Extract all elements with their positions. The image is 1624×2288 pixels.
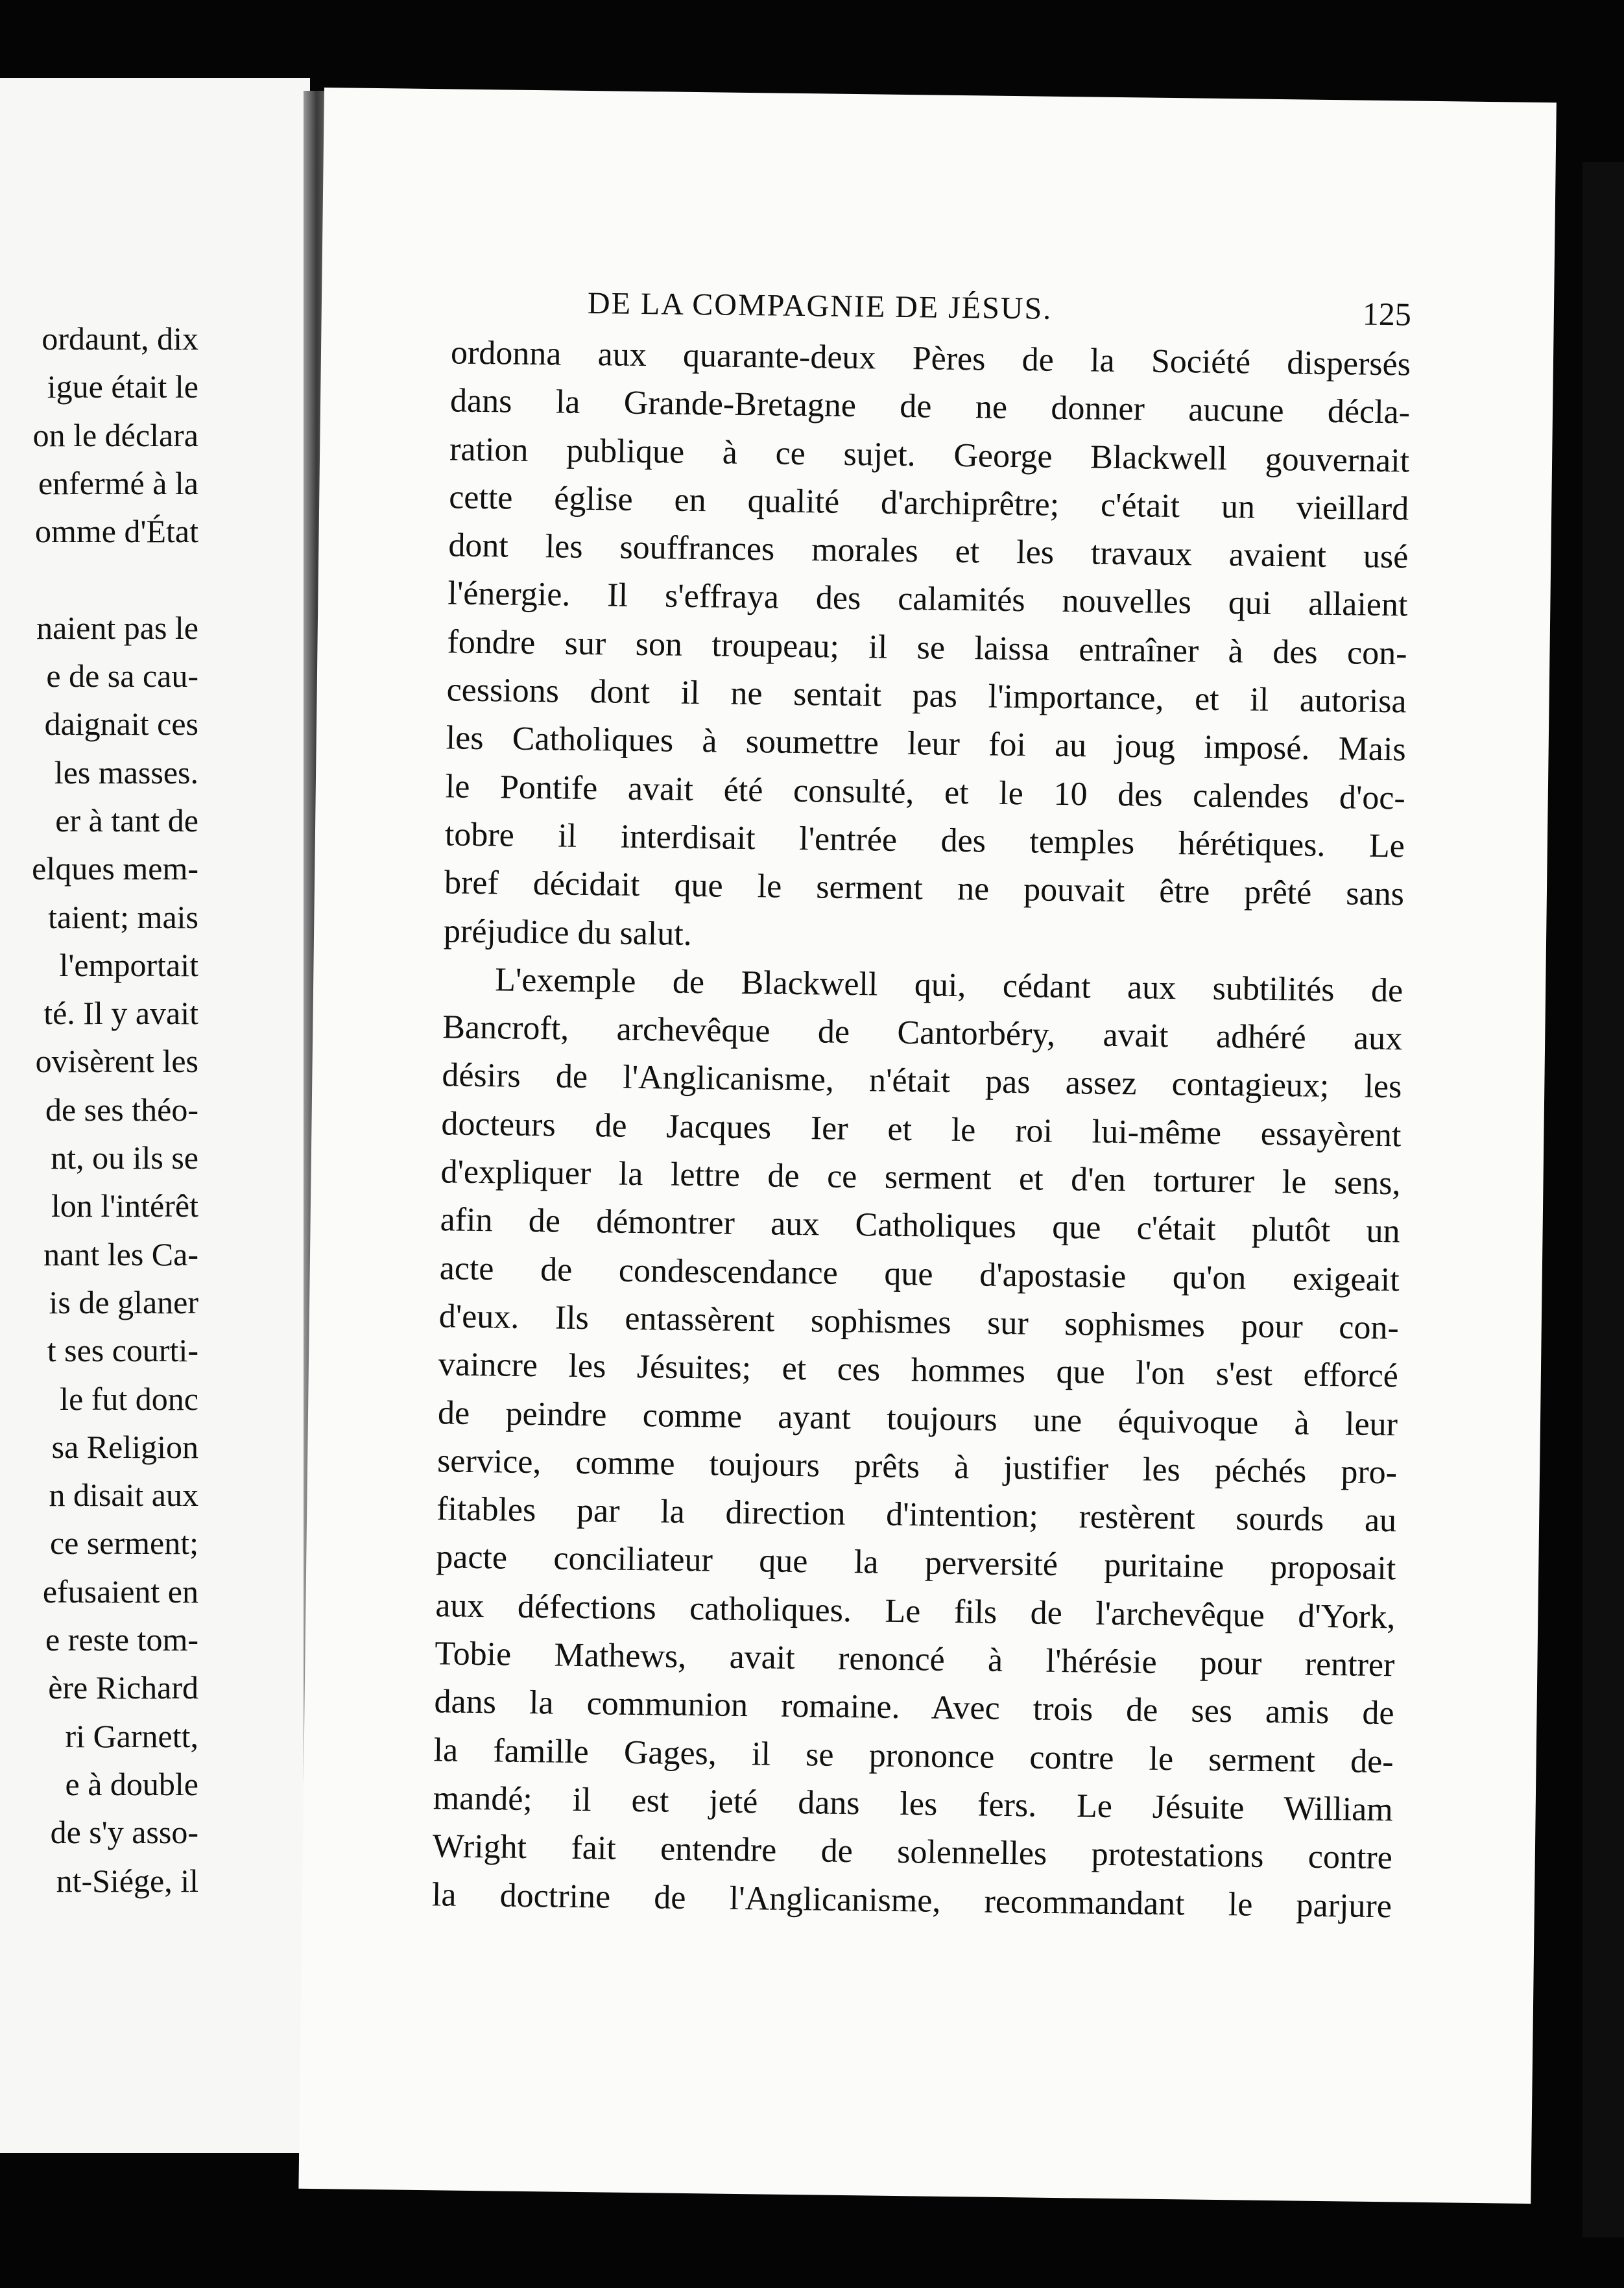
left-line: ordaunt, dix bbox=[42, 320, 198, 357]
text-line: aux défections catholiques. Le fils de l'archevêque d'York, bbox=[435, 1586, 1396, 1636]
left-line: de ses théo- bbox=[45, 1091, 198, 1128]
text-line: cette église en qualité d'archiprêtre; c'était un vieillard bbox=[448, 479, 1409, 528]
text-line: préjudice du salut. bbox=[443, 912, 693, 953]
text-line: la doctrine de l'Anglicanisme, recommandant le parjure bbox=[431, 1876, 1392, 1925]
text-line: acte de condescendance que d'apostasie qu'on exigeait bbox=[439, 1249, 1400, 1299]
left-line: sa Religion bbox=[51, 1428, 198, 1465]
left-line: les masses. bbox=[54, 754, 198, 791]
left-line: e à double bbox=[65, 1765, 198, 1802]
left-line: nt-Siége, il bbox=[56, 1862, 198, 1899]
body-text bbox=[432, 329, 1411, 1931]
page-number: 125 bbox=[1362, 295, 1412, 333]
text-line: ordonna aux quarante-deux Pères de la Société dispersés bbox=[450, 334, 1411, 383]
left-line: nant les Ca- bbox=[43, 1235, 198, 1272]
text-line: la famille Gages, il se prononce contre le serment de- bbox=[433, 1731, 1394, 1780]
left-line: n disait aux bbox=[49, 1477, 198, 1514]
left-line: t ses courti- bbox=[47, 1332, 198, 1369]
text-line: mandé; il est jeté dans les fers. Le Jésuite William bbox=[433, 1780, 1394, 1829]
text-line: Tobie Mathews, avait renoncé à l'hérésie pour rentrer bbox=[435, 1635, 1395, 1684]
text-line: L'exemple de Blackwell qui, cédant aux subtilités de bbox=[494, 961, 1403, 1010]
left-line: naient pas le bbox=[36, 609, 198, 646]
left-line: ovisèrent les bbox=[35, 1043, 198, 1080]
left-line bbox=[32, 555, 198, 603]
text-line: vaincre les Jésuites; et ces hommes que l'on s'est efforcé bbox=[438, 1346, 1399, 1395]
text-line: afin de démontrer aux Catholiques que c'était plutôt un bbox=[440, 1201, 1400, 1250]
page-edge bbox=[1582, 162, 1624, 2237]
text-line: cessions dont il ne sentait pas l'importance, et il autorisa bbox=[446, 671, 1407, 721]
text-line: dans la Grande-Bretagne de ne donner aucune décla- bbox=[449, 382, 1411, 431]
left-line: er à tant de bbox=[55, 802, 198, 839]
left-line: ri Garnett, bbox=[65, 1717, 198, 1754]
left-line: ère Richard bbox=[48, 1669, 198, 1706]
left-line: igue était le bbox=[47, 368, 198, 405]
text-line: Wright fait entendre de solennelles protestations contre bbox=[432, 1828, 1393, 1877]
text-line: de peindre comme ayant toujours une équivoque à leur bbox=[437, 1394, 1398, 1443]
left-page-text bbox=[32, 315, 198, 1905]
text-line: les Catholiques à soumettre leur foi au joug imposé. Mais bbox=[446, 719, 1406, 769]
left-line: efusaient en bbox=[42, 1573, 198, 1610]
text-line: service, comme toujours prêts à justifier les péchés pro- bbox=[436, 1442, 1398, 1492]
running-head-title: DE LA COMPAGNIE DE JÉSUS. bbox=[587, 285, 1053, 326]
text-line: ration publique à ce sujet. George Blackwell gouvernait bbox=[449, 430, 1410, 480]
text-line: dans la communion romaine. Avec trois de ses amis de bbox=[434, 1683, 1394, 1732]
text-line: le Pontife avait été consulté, et le 10 des calendes d'oc- bbox=[445, 768, 1406, 817]
left-line: e reste tom- bbox=[45, 1621, 198, 1658]
text-line: fondre sur son troupeau; il se laissa entraîner à des con- bbox=[447, 623, 1407, 673]
text-line: désirs de l'Anglicanisme, n'était pas assez contagieux; les bbox=[442, 1056, 1402, 1106]
left-page bbox=[0, 78, 310, 2153]
left-line: té. Il y avait bbox=[43, 995, 198, 1032]
text-line: Bancroft, archevêque de Cantorbéry, avait adhéré aux bbox=[442, 1008, 1403, 1058]
left-line: elques mem- bbox=[32, 850, 198, 887]
left-line: nt, ou ils se bbox=[51, 1139, 198, 1176]
text-line: l'énergie. Il s'effraya des calamités nouvelles qui allaient bbox=[448, 575, 1408, 624]
left-line: lon l'intérêt bbox=[51, 1187, 198, 1224]
left-line: e de sa cau- bbox=[46, 658, 198, 695]
text-line: docteurs de Jacques Ier et le roi lui-même essayèrent bbox=[441, 1105, 1402, 1154]
right-page bbox=[298, 88, 1556, 2204]
left-line: de s'y asso- bbox=[50, 1814, 198, 1851]
left-line: omme d'État bbox=[34, 513, 198, 550]
text-line: d'expliquer la lettre de ce serment et d'en torturer le sens, bbox=[440, 1153, 1401, 1202]
text-line: d'eux. Ils entassèrent sophismes sur sophismes pour con- bbox=[438, 1298, 1400, 1347]
text-line: tobre il interdisait l'entrée des temples hérétiques. Le bbox=[444, 816, 1405, 865]
left-line: ce serment; bbox=[49, 1525, 198, 1562]
left-line: is de glaner bbox=[49, 1283, 198, 1320]
left-line: on le déclara bbox=[32, 416, 198, 453]
text-line: pacte conciliateur que la perversité puritaine proposait bbox=[435, 1538, 1396, 1588]
left-line: daignait ces bbox=[44, 706, 198, 743]
running-head bbox=[451, 283, 1412, 334]
left-line: l'emportait bbox=[59, 946, 198, 983]
text-line: dont les souffrances morales et les travaux avaient usé bbox=[448, 527, 1409, 576]
left-line: taient; mais bbox=[48, 898, 198, 935]
text-line: bref décidait que le serment ne pouvait être prêté sans bbox=[444, 864, 1405, 913]
left-line: le fut donc bbox=[60, 1380, 198, 1417]
text-line: fitables par la direction d'intention; restèrent sourds au bbox=[436, 1490, 1397, 1540]
left-line: enfermé à la bbox=[38, 464, 198, 501]
